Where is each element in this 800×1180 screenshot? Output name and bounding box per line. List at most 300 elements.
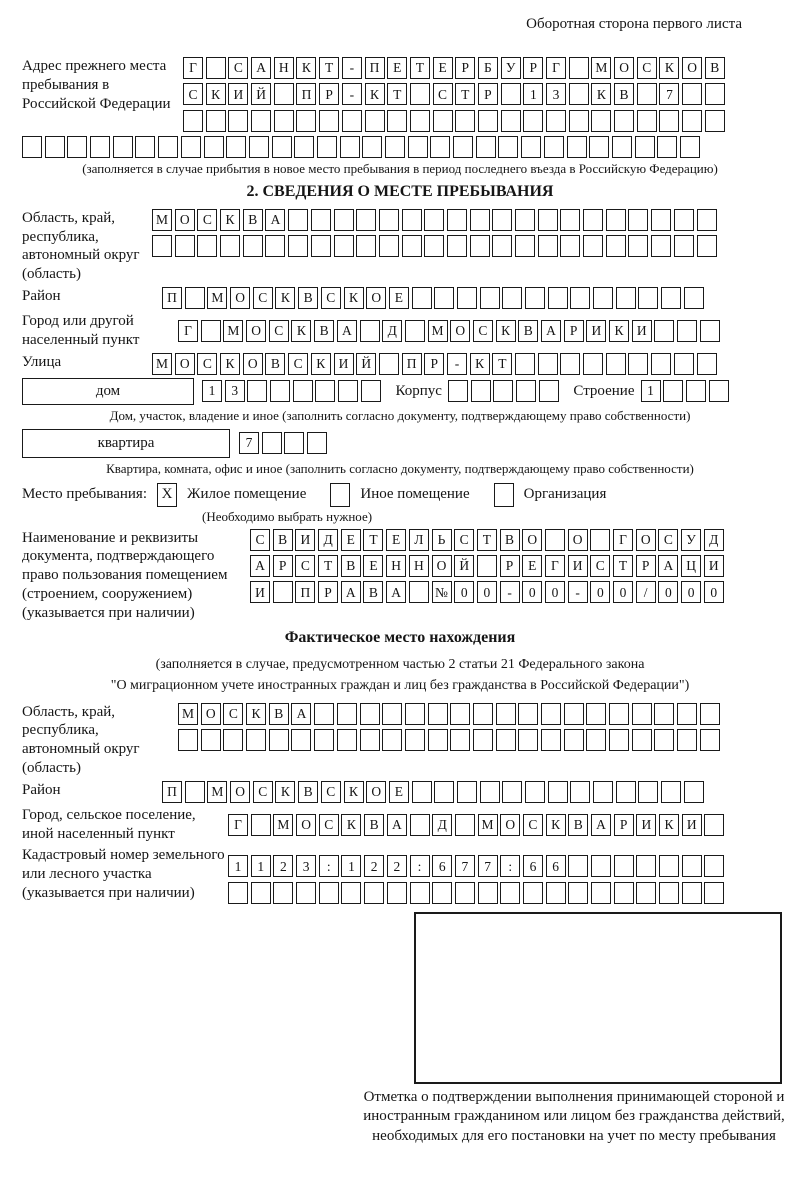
form-cell[interactable]	[311, 209, 331, 231]
form-cell[interactable]	[567, 136, 587, 158]
form-cell[interactable]	[686, 380, 706, 402]
form-cell[interactable]: К	[275, 287, 295, 309]
form-cell[interactable]: С	[433, 83, 453, 105]
form-cell[interactable]	[220, 235, 240, 257]
form-cell[interactable]	[337, 703, 357, 725]
form-cell[interactable]	[206, 110, 226, 132]
form-cell[interactable]	[684, 781, 704, 803]
form-cell[interactable]	[704, 882, 724, 904]
form-cell[interactable]	[476, 136, 496, 158]
form-cell[interactable]: И	[250, 581, 270, 603]
form-cell[interactable]: А	[337, 320, 357, 342]
form-cell[interactable]: Б	[478, 57, 498, 79]
form-cell[interactable]: Р	[318, 581, 338, 603]
form-cell[interactable]	[319, 110, 339, 132]
form-cell[interactable]: И	[568, 555, 588, 577]
form-cell[interactable]	[659, 110, 679, 132]
form-cell[interactable]: П	[295, 581, 315, 603]
form-cell[interactable]: Л	[409, 529, 429, 551]
form-cell[interactable]	[614, 110, 634, 132]
form-cell[interactable]	[178, 729, 198, 751]
form-cell[interactable]	[564, 703, 584, 725]
form-cell[interactable]: 3	[546, 83, 566, 105]
form-cell[interactable]: Е	[363, 555, 383, 577]
form-cell[interactable]	[424, 235, 444, 257]
form-cell[interactable]	[684, 287, 704, 309]
form-cell[interactable]	[591, 855, 611, 877]
form-cell[interactable]	[478, 882, 498, 904]
form-cell[interactable]	[700, 320, 720, 342]
form-cell[interactable]	[45, 136, 65, 158]
form-cell[interactable]: В	[273, 529, 293, 551]
form-cell[interactable]	[704, 855, 724, 877]
form-cell[interactable]	[541, 703, 561, 725]
form-cell[interactable]	[500, 882, 520, 904]
form-cell[interactable]	[428, 729, 448, 751]
form-cell[interactable]	[362, 136, 382, 158]
form-cell[interactable]: И	[682, 814, 702, 836]
form-cell[interactable]	[246, 729, 266, 751]
form-cell[interactable]	[651, 235, 671, 257]
form-cell[interactable]	[181, 136, 201, 158]
form-cell[interactable]: Е	[341, 529, 361, 551]
form-cell[interactable]	[379, 209, 399, 231]
form-cell[interactable]	[288, 235, 308, 257]
form-cell[interactable]	[22, 136, 42, 158]
form-cell[interactable]	[409, 581, 429, 603]
form-cell[interactable]	[337, 729, 357, 751]
form-cell[interactable]: Ь	[432, 529, 452, 551]
form-cell[interactable]	[434, 287, 454, 309]
form-cell[interactable]	[492, 235, 512, 257]
form-cell[interactable]: О	[432, 555, 452, 577]
form-cell[interactable]: О	[636, 529, 656, 551]
form-cell[interactable]	[518, 729, 538, 751]
form-cell[interactable]: Р	[500, 555, 520, 577]
form-cell[interactable]	[402, 235, 422, 257]
form-cell[interactable]: С	[319, 814, 339, 836]
form-cell[interactable]: 1	[523, 83, 543, 105]
form-cell[interactable]: М	[273, 814, 293, 836]
form-cell[interactable]: К	[296, 57, 316, 79]
form-cell[interactable]	[569, 110, 589, 132]
form-cell[interactable]: Т	[410, 57, 430, 79]
form-cell[interactable]	[334, 209, 354, 231]
form-cell[interactable]	[516, 380, 536, 402]
form-cell[interactable]	[636, 882, 656, 904]
form-cell[interactable]	[606, 209, 626, 231]
form-cell[interactable]	[478, 110, 498, 132]
form-cell[interactable]	[387, 882, 407, 904]
form-cell[interactable]	[410, 814, 430, 836]
form-cell[interactable]: Е	[433, 57, 453, 79]
form-cell[interactable]	[361, 380, 381, 402]
form-cell[interactable]: №	[432, 581, 452, 603]
form-cell[interactable]	[405, 703, 425, 725]
form-cell[interactable]	[492, 209, 512, 231]
form-cell[interactable]: -	[447, 353, 467, 375]
form-cell[interactable]	[204, 136, 224, 158]
form-cell[interactable]: 1	[228, 855, 248, 877]
form-cell[interactable]: 7	[659, 83, 679, 105]
form-cell[interactable]	[288, 209, 308, 231]
form-cell[interactable]	[243, 235, 263, 257]
form-cell[interactable]	[502, 781, 522, 803]
form-cell[interactable]	[609, 729, 629, 751]
form-cell[interactable]: И	[334, 353, 354, 375]
form-cell[interactable]: 0	[704, 581, 724, 603]
form-cell[interactable]: С	[454, 529, 474, 551]
form-cell[interactable]: А	[591, 814, 611, 836]
form-cell[interactable]: К	[659, 814, 679, 836]
form-cell[interactable]	[651, 209, 671, 231]
form-cell[interactable]: С	[473, 320, 493, 342]
form-cell[interactable]	[412, 287, 432, 309]
form-cell[interactable]	[342, 110, 362, 132]
form-cell[interactable]: В	[364, 814, 384, 836]
form-cell[interactable]	[682, 83, 702, 105]
form-cell[interactable]: К	[220, 209, 240, 231]
form-cell[interactable]	[674, 235, 694, 257]
form-cell[interactable]	[457, 781, 477, 803]
form-cell[interactable]	[591, 110, 611, 132]
form-cell[interactable]: В	[243, 209, 263, 231]
form-cell[interactable]	[251, 882, 271, 904]
form-cell[interactable]	[515, 353, 535, 375]
form-cell[interactable]	[382, 729, 402, 751]
form-cell[interactable]	[360, 320, 380, 342]
form-cell[interactable]	[251, 814, 271, 836]
form-cell[interactable]	[90, 136, 110, 158]
form-cell[interactable]: Р	[319, 83, 339, 105]
form-cell[interactable]	[502, 287, 522, 309]
form-cell[interactable]	[677, 729, 697, 751]
form-cell[interactable]: 2	[364, 855, 384, 877]
form-cell[interactable]: К	[344, 781, 364, 803]
form-cell[interactable]	[340, 136, 360, 158]
form-cell[interactable]	[570, 287, 590, 309]
form-cell[interactable]	[616, 287, 636, 309]
form-cell[interactable]: 2	[387, 855, 407, 877]
form-cell[interactable]: В	[614, 83, 634, 105]
form-cell[interactable]	[515, 235, 535, 257]
form-cell[interactable]	[560, 235, 580, 257]
form-cell[interactable]: 1	[341, 855, 361, 877]
form-cell[interactable]	[659, 882, 679, 904]
form-cell[interactable]: К	[311, 353, 331, 375]
form-cell[interactable]: В	[265, 353, 285, 375]
form-cell[interactable]	[548, 287, 568, 309]
form-cell[interactable]	[541, 729, 561, 751]
form-cell[interactable]: О	[682, 57, 702, 79]
form-cell[interactable]: Г	[178, 320, 198, 342]
form-cell[interactable]	[158, 136, 178, 158]
form-cell[interactable]	[228, 110, 248, 132]
form-cell[interactable]: В	[269, 703, 289, 725]
form-cell[interactable]: С	[658, 529, 678, 551]
form-cell[interactable]	[657, 136, 677, 158]
form-cell[interactable]	[583, 209, 603, 231]
form-cell[interactable]	[405, 729, 425, 751]
form-cell[interactable]	[560, 353, 580, 375]
stay-organization-checkbox[interactable]	[494, 483, 514, 507]
form-cell[interactable]	[674, 209, 694, 231]
form-cell[interactable]	[538, 235, 558, 257]
form-cell[interactable]: 0	[477, 581, 497, 603]
form-cell[interactable]	[447, 235, 467, 257]
form-cell[interactable]	[201, 729, 221, 751]
form-cell[interactable]: Е	[389, 781, 409, 803]
form-cell[interactable]	[470, 209, 490, 231]
form-cell[interactable]	[593, 781, 613, 803]
form-cell[interactable]	[496, 729, 516, 751]
form-cell[interactable]	[319, 882, 339, 904]
form-cell[interactable]	[609, 703, 629, 725]
form-cell[interactable]	[539, 380, 559, 402]
form-cell[interactable]	[315, 380, 335, 402]
form-cell[interactable]	[586, 729, 606, 751]
form-cell[interactable]	[654, 729, 674, 751]
form-cell[interactable]	[709, 380, 729, 402]
form-cell[interactable]: О	[230, 287, 250, 309]
form-cell[interactable]: 3	[296, 855, 316, 877]
form-cell[interactable]: Р	[455, 57, 475, 79]
form-cell[interactable]: Г	[613, 529, 633, 551]
form-cell[interactable]: У	[501, 57, 521, 79]
form-cell[interactable]	[583, 353, 603, 375]
form-cell[interactable]	[680, 136, 700, 158]
form-cell[interactable]	[223, 729, 243, 751]
form-cell[interactable]: :	[410, 855, 430, 877]
form-cell[interactable]	[480, 287, 500, 309]
form-cell[interactable]: В	[314, 320, 334, 342]
form-cell[interactable]: К	[206, 83, 226, 105]
form-cell[interactable]	[569, 83, 589, 105]
form-cell[interactable]	[448, 380, 468, 402]
form-cell[interactable]: Т	[492, 353, 512, 375]
form-cell[interactable]: П	[162, 781, 182, 803]
form-cell[interactable]: Й	[251, 83, 271, 105]
form-cell[interactable]: С	[253, 287, 273, 309]
form-cell[interactable]	[545, 529, 565, 551]
form-cell[interactable]	[338, 380, 358, 402]
form-cell[interactable]	[314, 703, 334, 725]
form-cell[interactable]	[663, 380, 683, 402]
form-cell[interactable]: 0	[613, 581, 633, 603]
form-cell[interactable]: Р	[478, 83, 498, 105]
form-cell[interactable]: К	[546, 814, 566, 836]
form-cell[interactable]: Й	[454, 555, 474, 577]
form-cell[interactable]	[632, 703, 652, 725]
form-cell[interactable]	[654, 320, 674, 342]
form-cell[interactable]	[705, 83, 725, 105]
form-cell[interactable]: Т	[455, 83, 475, 105]
form-cell[interactable]	[365, 110, 385, 132]
form-cell[interactable]: Н	[274, 57, 294, 79]
form-cell[interactable]: К	[341, 814, 361, 836]
form-cell[interactable]	[570, 781, 590, 803]
form-cell[interactable]	[291, 729, 311, 751]
form-cell[interactable]	[593, 287, 613, 309]
form-cell[interactable]	[364, 882, 384, 904]
form-cell[interactable]	[700, 703, 720, 725]
form-cell[interactable]	[356, 235, 376, 257]
form-cell[interactable]	[697, 353, 717, 375]
form-cell[interactable]	[523, 110, 543, 132]
form-cell[interactable]	[616, 781, 636, 803]
form-cell[interactable]: П	[296, 83, 316, 105]
form-cell[interactable]: Т	[318, 555, 338, 577]
form-cell[interactable]	[201, 320, 221, 342]
form-cell[interactable]	[432, 882, 452, 904]
form-cell[interactable]: К	[609, 320, 629, 342]
form-cell[interactable]	[638, 781, 658, 803]
form-cell[interactable]	[424, 209, 444, 231]
form-cell[interactable]: А	[291, 703, 311, 725]
form-cell[interactable]: Г	[228, 814, 248, 836]
form-cell[interactable]: К	[659, 57, 679, 79]
form-cell[interactable]	[544, 136, 564, 158]
form-cell[interactable]: М	[591, 57, 611, 79]
form-cell[interactable]	[628, 353, 648, 375]
form-cell[interactable]	[249, 136, 269, 158]
form-cell[interactable]: И	[228, 83, 248, 105]
form-cell[interactable]: Г	[546, 57, 566, 79]
form-cell[interactable]	[591, 882, 611, 904]
form-cell[interactable]: Р	[523, 57, 543, 79]
form-cell[interactable]: Д	[318, 529, 338, 551]
form-cell[interactable]	[183, 110, 203, 132]
form-cell[interactable]	[307, 432, 327, 454]
form-cell[interactable]	[682, 110, 702, 132]
form-cell[interactable]: Ц	[681, 555, 701, 577]
form-cell[interactable]: 6	[523, 855, 543, 877]
form-cell[interactable]: О	[243, 353, 263, 375]
form-cell[interactable]	[226, 136, 246, 158]
form-cell[interactable]: А	[386, 581, 406, 603]
form-cell[interactable]: М	[207, 781, 227, 803]
form-cell[interactable]	[113, 136, 133, 158]
form-cell[interactable]: К	[275, 781, 295, 803]
form-cell[interactable]: Е	[386, 529, 406, 551]
form-cell[interactable]	[606, 353, 626, 375]
form-cell[interactable]: В	[705, 57, 725, 79]
form-cell[interactable]: А	[265, 209, 285, 231]
form-cell[interactable]	[175, 235, 195, 257]
form-cell[interactable]	[274, 110, 294, 132]
form-cell[interactable]	[265, 235, 285, 257]
form-cell[interactable]	[636, 855, 656, 877]
form-cell[interactable]: С	[295, 555, 315, 577]
form-cell[interactable]	[638, 287, 658, 309]
form-cell[interactable]	[480, 781, 500, 803]
form-cell[interactable]	[228, 882, 248, 904]
form-cell[interactable]	[525, 781, 545, 803]
form-cell[interactable]: 1	[251, 855, 271, 877]
form-cell[interactable]	[628, 209, 648, 231]
form-cell[interactable]	[185, 781, 205, 803]
form-cell[interactable]	[697, 209, 717, 231]
form-cell[interactable]	[659, 855, 679, 877]
form-cell[interactable]	[405, 320, 425, 342]
form-cell[interactable]: А	[541, 320, 561, 342]
form-cell[interactable]	[273, 581, 293, 603]
form-cell[interactable]: Д	[704, 529, 724, 551]
form-cell[interactable]: Т	[319, 57, 339, 79]
form-cell[interactable]	[560, 209, 580, 231]
form-cell[interactable]: 1	[641, 380, 661, 402]
form-cell[interactable]	[360, 703, 380, 725]
form-cell[interactable]	[677, 703, 697, 725]
form-cell[interactable]	[612, 136, 632, 158]
form-cell[interactable]: И	[295, 529, 315, 551]
form-cell[interactable]	[705, 110, 725, 132]
form-cell[interactable]: /	[636, 581, 656, 603]
form-cell[interactable]: 3	[225, 380, 245, 402]
form-cell[interactable]	[569, 57, 589, 79]
form-cell[interactable]: О	[614, 57, 634, 79]
form-cell[interactable]: П	[402, 353, 422, 375]
form-cell[interactable]	[296, 882, 316, 904]
form-cell[interactable]: Д	[432, 814, 452, 836]
form-cell[interactable]: О	[175, 353, 195, 375]
form-cell[interactable]	[434, 781, 454, 803]
form-cell[interactable]	[521, 136, 541, 158]
form-cell[interactable]	[700, 729, 720, 751]
form-cell[interactable]	[682, 882, 702, 904]
form-cell[interactable]	[501, 110, 521, 132]
form-cell[interactable]: К	[591, 83, 611, 105]
form-cell[interactable]: 0	[454, 581, 474, 603]
form-cell[interactable]: М	[428, 320, 448, 342]
form-cell[interactable]: М	[207, 287, 227, 309]
form-cell[interactable]	[651, 353, 671, 375]
form-cell[interactable]: К	[291, 320, 311, 342]
form-cell[interactable]	[515, 209, 535, 231]
form-cell[interactable]: М	[152, 209, 172, 231]
form-cell[interactable]	[251, 110, 271, 132]
form-cell[interactable]: И	[636, 814, 656, 836]
form-cell[interactable]: С	[590, 555, 610, 577]
form-cell[interactable]: Р	[636, 555, 656, 577]
form-cell[interactable]: Е	[389, 287, 409, 309]
form-cell[interactable]: Г	[183, 57, 203, 79]
form-cell[interactable]	[67, 136, 87, 158]
form-cell[interactable]	[382, 703, 402, 725]
form-cell[interactable]: -	[342, 57, 362, 79]
form-cell[interactable]	[471, 380, 491, 402]
form-cell[interactable]: К	[470, 353, 490, 375]
form-cell[interactable]: С	[183, 83, 203, 105]
form-cell[interactable]: 1	[202, 380, 222, 402]
form-cell[interactable]	[269, 729, 289, 751]
form-cell[interactable]: -	[568, 581, 588, 603]
form-cell[interactable]	[206, 57, 226, 79]
form-cell[interactable]	[450, 703, 470, 725]
form-cell[interactable]	[501, 83, 521, 105]
form-cell[interactable]	[408, 136, 428, 158]
form-cell[interactable]: О	[246, 320, 266, 342]
form-cell[interactable]	[614, 855, 634, 877]
form-cell[interactable]	[296, 110, 316, 132]
form-cell[interactable]: Е	[522, 555, 542, 577]
form-cell[interactable]	[637, 83, 657, 105]
form-cell[interactable]: 2	[273, 855, 293, 877]
form-cell[interactable]	[410, 110, 430, 132]
form-cell[interactable]: С	[223, 703, 243, 725]
form-cell[interactable]: С	[197, 353, 217, 375]
form-cell[interactable]: -	[342, 83, 362, 105]
